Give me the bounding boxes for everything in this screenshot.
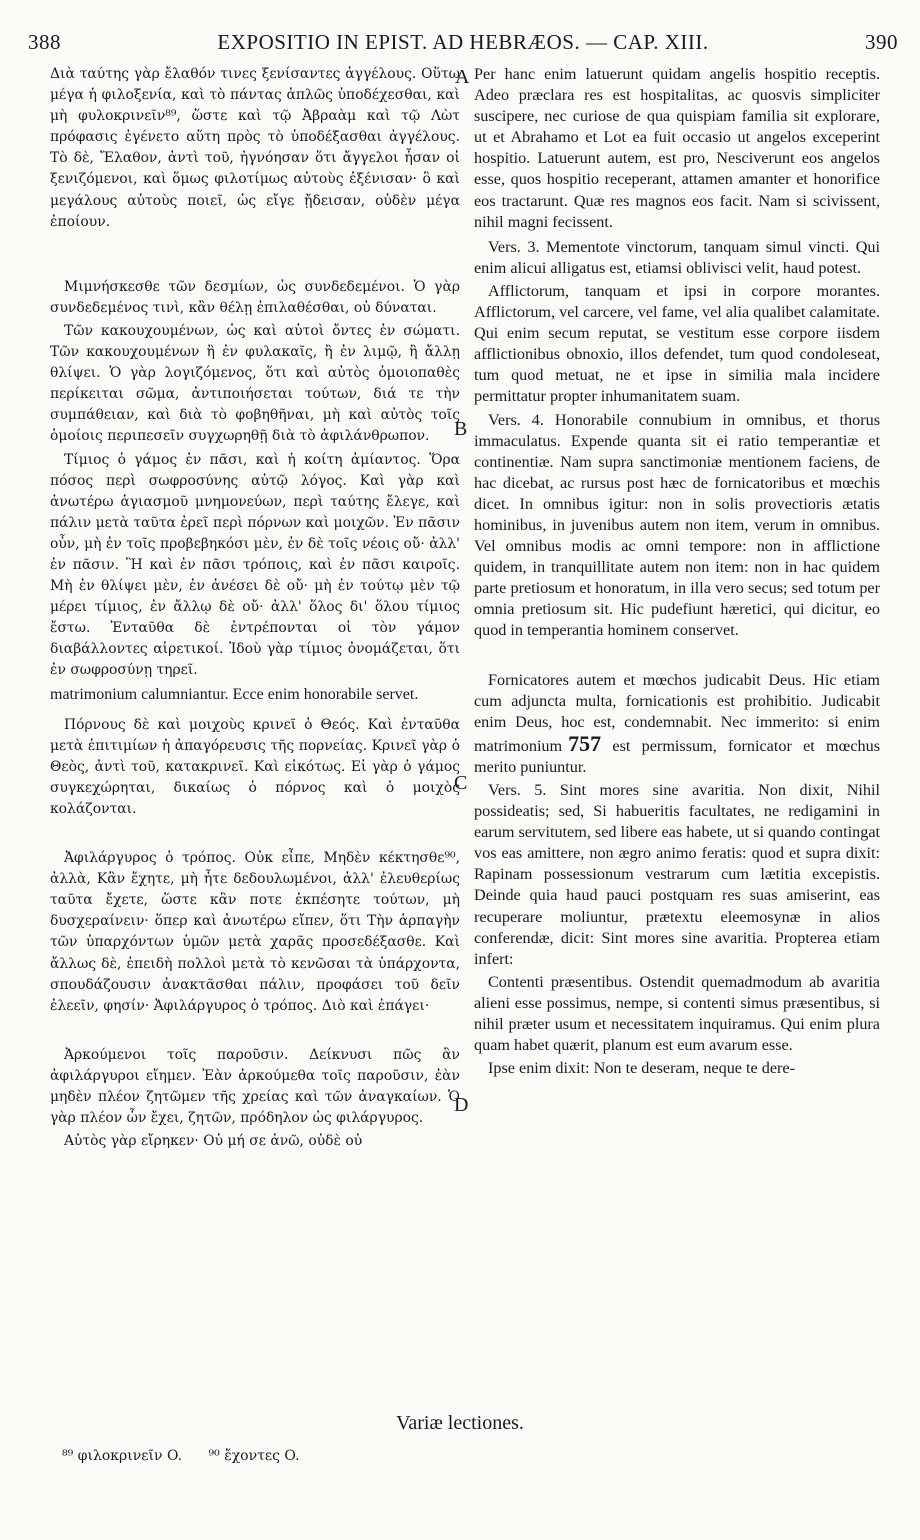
greek-paragraph-1: Διὰ ταύτης γὰρ ἔλαθόν τινες ξενίσαντες ἀγγέλους. Οὕτω μέγα ἡ φιλοξενία, καὶ τὸ πάντας ἁπλῶς ὑποδέχεσθαι, καὶ μὴ φυλοκρινεῖν⁸⁹, ὥστε καὶ τῷ Ἀβραὰμ καὶ τῷ Λὼτ πρόφασις ἐγένετο αὕτη πρὸς τὸ ὑποδέξασθαι ἀγγέλους. Τὸ δὲ, Ἔλαθον, ἀντὶ τοῦ, ἠγνόησαν ὅτι ἄγγελοι ἦσαν οἱ ξενιζόμενοι, καὶ ὅμως φιλοτίμως αὐτοὺς ἐξένισαν· ὃ καὶ μεγάλους αὐτοὺς ποιεῖ, ὡς εἴγε ᾔδεισαν, οὐδὲν μέγα ἐποίουν. (50, 66, 460, 230)
latin-paragraph-7: Contenti præsentibus. Ostendit quemadmodum ab avaritia alieni esse possimus, nempe, si contenti simus præsentibus, si nihil præter usum et necessitatem inquiramus. Qui enim plura quam habet quærit, planum est eum avarum esse. (474, 972, 880, 1055)
running-header (28, 30, 898, 60)
latin-paragraph-6: Vers. 5. Sint mores sine avaritia. Non dixit, Nihil possideatis; sed, Si habueritis facultates, ne redigamini in earum servitutem, sed libere eas habete, ut si quando contingat vos eas amittere, non ægro animo feratis: quod et supra dixit: Rapinam possessionum vestrarum cum lætitia excepistis. Deinde quia haud pauci postquam res suas amiserint, eas recuperare moliuntur, prætextu eleemosynæ in alios conferendæ, dicit: Sint mores sine avaritia. Propterea etiam infert: (474, 781, 880, 968)
page-number-right: 390 (865, 30, 898, 54)
margin-marker-d: D (454, 1094, 469, 1116)
greek-paragraph-2: Μιμνήσκεσθε τῶν δεσμίων, ὡς συνδεδεμένοι. Ὁ γὰρ συνδεδεμένος τινὶ, κἂν θέλῃ ἐπιλαθέσθαι, οὐ δύναται. (50, 278, 460, 316)
greek-paragraph-8: Αὐτὸς γὰρ εἴρηκεν· Οὐ μή σε ἀνῶ, οὐδὲ οὐ (64, 1133, 363, 1150)
running-title: EXPOSITIO IN EPIST. AD HEBRÆOS. — CAP. XIII. (217, 30, 709, 54)
latin-paragraph-1: Per hanc enim latuerunt quidam angelis hospitio receptis. Adeo præclara res est hospitalitas, ac quosvis simpliciter suscipere, nec curiose de qua quispiam familia sit explorare, ut et Abrahamo et Lot ea fuit occasio ut angelos exceperint hospitio. Latuerunt autem, est pro, Nesciverunt eos angelos esse, quos hospitio receperant, attamen amanter et honorifice eos tractarunt. Quæ res magnos eos facit. Nam si scivissent, nihil magni fecissent. (474, 65, 880, 231)
latin-paragraph-8: Ipse enim dixit: Non te deseram, neque te dere- (488, 1059, 796, 1078)
margin-marker-a: A (455, 66, 470, 88)
greek-paragraph-4-latin-overrun: matrimonium calumniantur. Ecce enim honorabile servet. (50, 685, 419, 703)
latin-paragraph-5 (474, 670, 880, 778)
margin-marker-b: B (454, 418, 468, 440)
greek-paragraph-6: Ἀφιλάργυρος ὁ τρόπος. Οὐκ εἶπε, Μηδὲν κέκτησθε⁹⁰, ἀλλὰ, Κἂν ἔχητε, μὴ ἦτε δεδουλωμένοι, ἀλλ' ἐλευθερίως ταῦτα ἔχετε, ὥστε κἂν ποτε ἐκπέσητε τούτων, μὴ δυσχεραίνειν· ὅπερ καὶ ἀνωτέρω εἴπεν, ὅτι Τὴν ἁρπαγὴν τῶν ὑπαρχόντων ὑμῶν μετὰ χαρᾶς προσεδέξασθε. Καὶ ἄλλως δὲ, ἐπειδὴ πολλοὶ μετὰ τὸ κενῶσαι τὰ ὑπάρχοντα, σπουδάζουσιν ἀνακτᾶσθαι πάλιν, προφάσει τοῦ δεῖν ἐλεεῖν, φησίν· Ἀφιλάργυρος ὁ τρόπος. Διὸ καὶ ἐπάγει· (50, 850, 460, 1014)
latin-paragraph-5-text: Fornicatores autem et mœchos judicabit Deus. Hic etiam cum adjuncta multa, fornicationis est prohibitio. Judicabit enim Deus, hoc est, condemnabit. Nec immerito: si enim matrimonium (474, 670, 880, 755)
margin-marker-c: C (454, 772, 468, 794)
greek-paragraph-5: Πόρνους δὲ καὶ μοιχοὺς κρινεῖ ὁ Θεός. Καὶ ἐνταῦθα μετὰ ἐπιτιμίων ἡ ἀπαγόρευσις τῆς πορνείας. Κρινεῖ γὰρ ὁ Θεὸς, ἀντὶ τοῦ, κατακρινεῖ. Καὶ εἰκότως. Εἰ γὰρ ὁ γάμος συγκεχώρηται, δικαίως ὁ πόρνος καὶ ὁ μοιχὸς κολάζονται. (50, 716, 460, 817)
footnote-89: ⁸⁹ φιλοκρινεῖν O. (62, 1448, 183, 1464)
footnote-90: ⁹⁰ ἔχοντες O. (208, 1448, 300, 1464)
greek-paragraph-3: Τῶν κακουχουμένων, ὡς καὶ αὐτοὶ ὄντες ἐν σώματι. Τῶν κακουχουμένων ἢ ἐν φυλακαῖς, ἢ ἐν λιμῷ, ἢ ἄλλῃ θλίψει. Ὁ γὰρ λογιζόμενος, ὅτι καὶ αὐτὸς ὁμοιοπαθὲς περίκειται σῶμα, ἀντιποιήσεται τούτων, διά τε τὴν συμπάθειαν, καὶ διὰ τὸ φοβηθῆναι, μὴ καὶ αὐτὸς τοῖς ὁμοίοις περιπεσεῖν συγχωρηθῇ διὰ τὸ ἀφιλάνθρωπον. (50, 322, 460, 445)
greek-paragraph-4: Τίμιος ὁ γάμος ἐν πᾶσι, καὶ ἡ κοίτη ἀμίαντος. Ὅρα πόσος περὶ σωφροσύνης αὐτῷ λόγος. Καὶ γὰρ καὶ ἀνωτέρω ἁγιασμοῦ μνημονεύων, περὶ ταύτης ἔλεγε, καὶ πάλιν μετὰ ταῦτα ἐρεῖ περὶ πόρνων καὶ μοιχῶν. Ἐν πᾶσιν οὖν, μὴ ἐν τοῖς προβεβηκόσι μὲν, ἐν δὲ τοῖς νέοις οὔ· ἀλλ' ἐν πᾶσιν. Ἢ καὶ ἐν πᾶσι τρόποις, καὶ ἐν πᾶσι καιροῖς. Μὴ ἐν θλίψει μὲν, ἐν ἀνέσει δὲ οὔ· μὴ ἐν τούτῳ μὲν τῷ μέρει τίμιος, ἐν ἄλλῳ δὲ οὔ· ἀλλ' ὅλος δι' ὅλου τίμιος ἔστω. Ἐνταῦθα δὲ ἐντρέπονται οἱ τὸν γάμον διαβάλλοντες αἱρετικοί. Ἰδοὺ γὰρ τίμιος ὀνομάζεται, ὅτι ἐν σωφροσύνῃ τηρεῖ. (50, 451, 460, 679)
latin-column (474, 64, 880, 1418)
column-number: 757 (568, 730, 602, 756)
latin-paragraph-5-cont: est permissum, fornicator et mœchus merito puniuntur. (474, 736, 880, 776)
latin-paragraph-4: Vers. 4. Honorabile connubium in omnibus, et thorus immaculatus. Expende quanta sit ei ratio temperantiæ et continentiæ. Nam supra sanctimoniæ mentionem faciens, de hac dicebat, ac rursus post hæc de fornicatoribus et mœchis dicet. In omnibus igitur: non in solis provectioris ætatis hominibus, in juvenibus autem non item, verum in omnibus. Vel omnibus modis ac omni tempore: non in afflictione quidem, in tranquillitate autem non item: non in hac quidem parte pretiosum et honoratum, in illa vero secus; sed totum per omnia pretiosum sit. Hic pudefiunt hæretici, qui dicitur, eo quod in temperantia hominem conservet. (474, 410, 880, 640)
footnotes (62, 1448, 322, 1464)
greek-paragraph-7: Ἀρκούμενοι τοῖς παροῦσιν. Δείκνυσι πῶς ἂν ἀφιλάργυροι εἴημεν. Ἐὰν ἀρκούμεθα τοῖς παροῦσιν, ἐὰν μηδὲν πλέον ζητῶμεν τῆς χρείας καὶ τῶν ἀναγκαίων. Ὁ γὰρ πλέον ὧν ἔχει, ζητῶν, πρόδηλον ὡς φιλάργυρος. (50, 1046, 460, 1127)
variae-lectiones-title: Variæ lectiones. (396, 1412, 524, 1434)
latin-paragraph-3: Afflictorum, tanquam et ipsi in corpore morantes. Afflictorum, vel carcere, vel fame, vel alia qualibet calamitate. Qui enim secum reputat, se vestitum esse corpore iisdem afflictionibus obnoxio, illos defendet, tum quod condoleseat, tum quod metuat, ne et ipse in similia mala incidere permittatur propter inhumanitatem suam. (474, 281, 880, 406)
page-number-left: 388 (28, 30, 61, 54)
latin-paragraph-2: Vers. 3. Mementote vinctorum, tanquam simul vincti. Qui enim alicui alligatus est, etiamsi oblivisci velit, haud potest. (474, 237, 880, 277)
greek-column (50, 64, 460, 1418)
